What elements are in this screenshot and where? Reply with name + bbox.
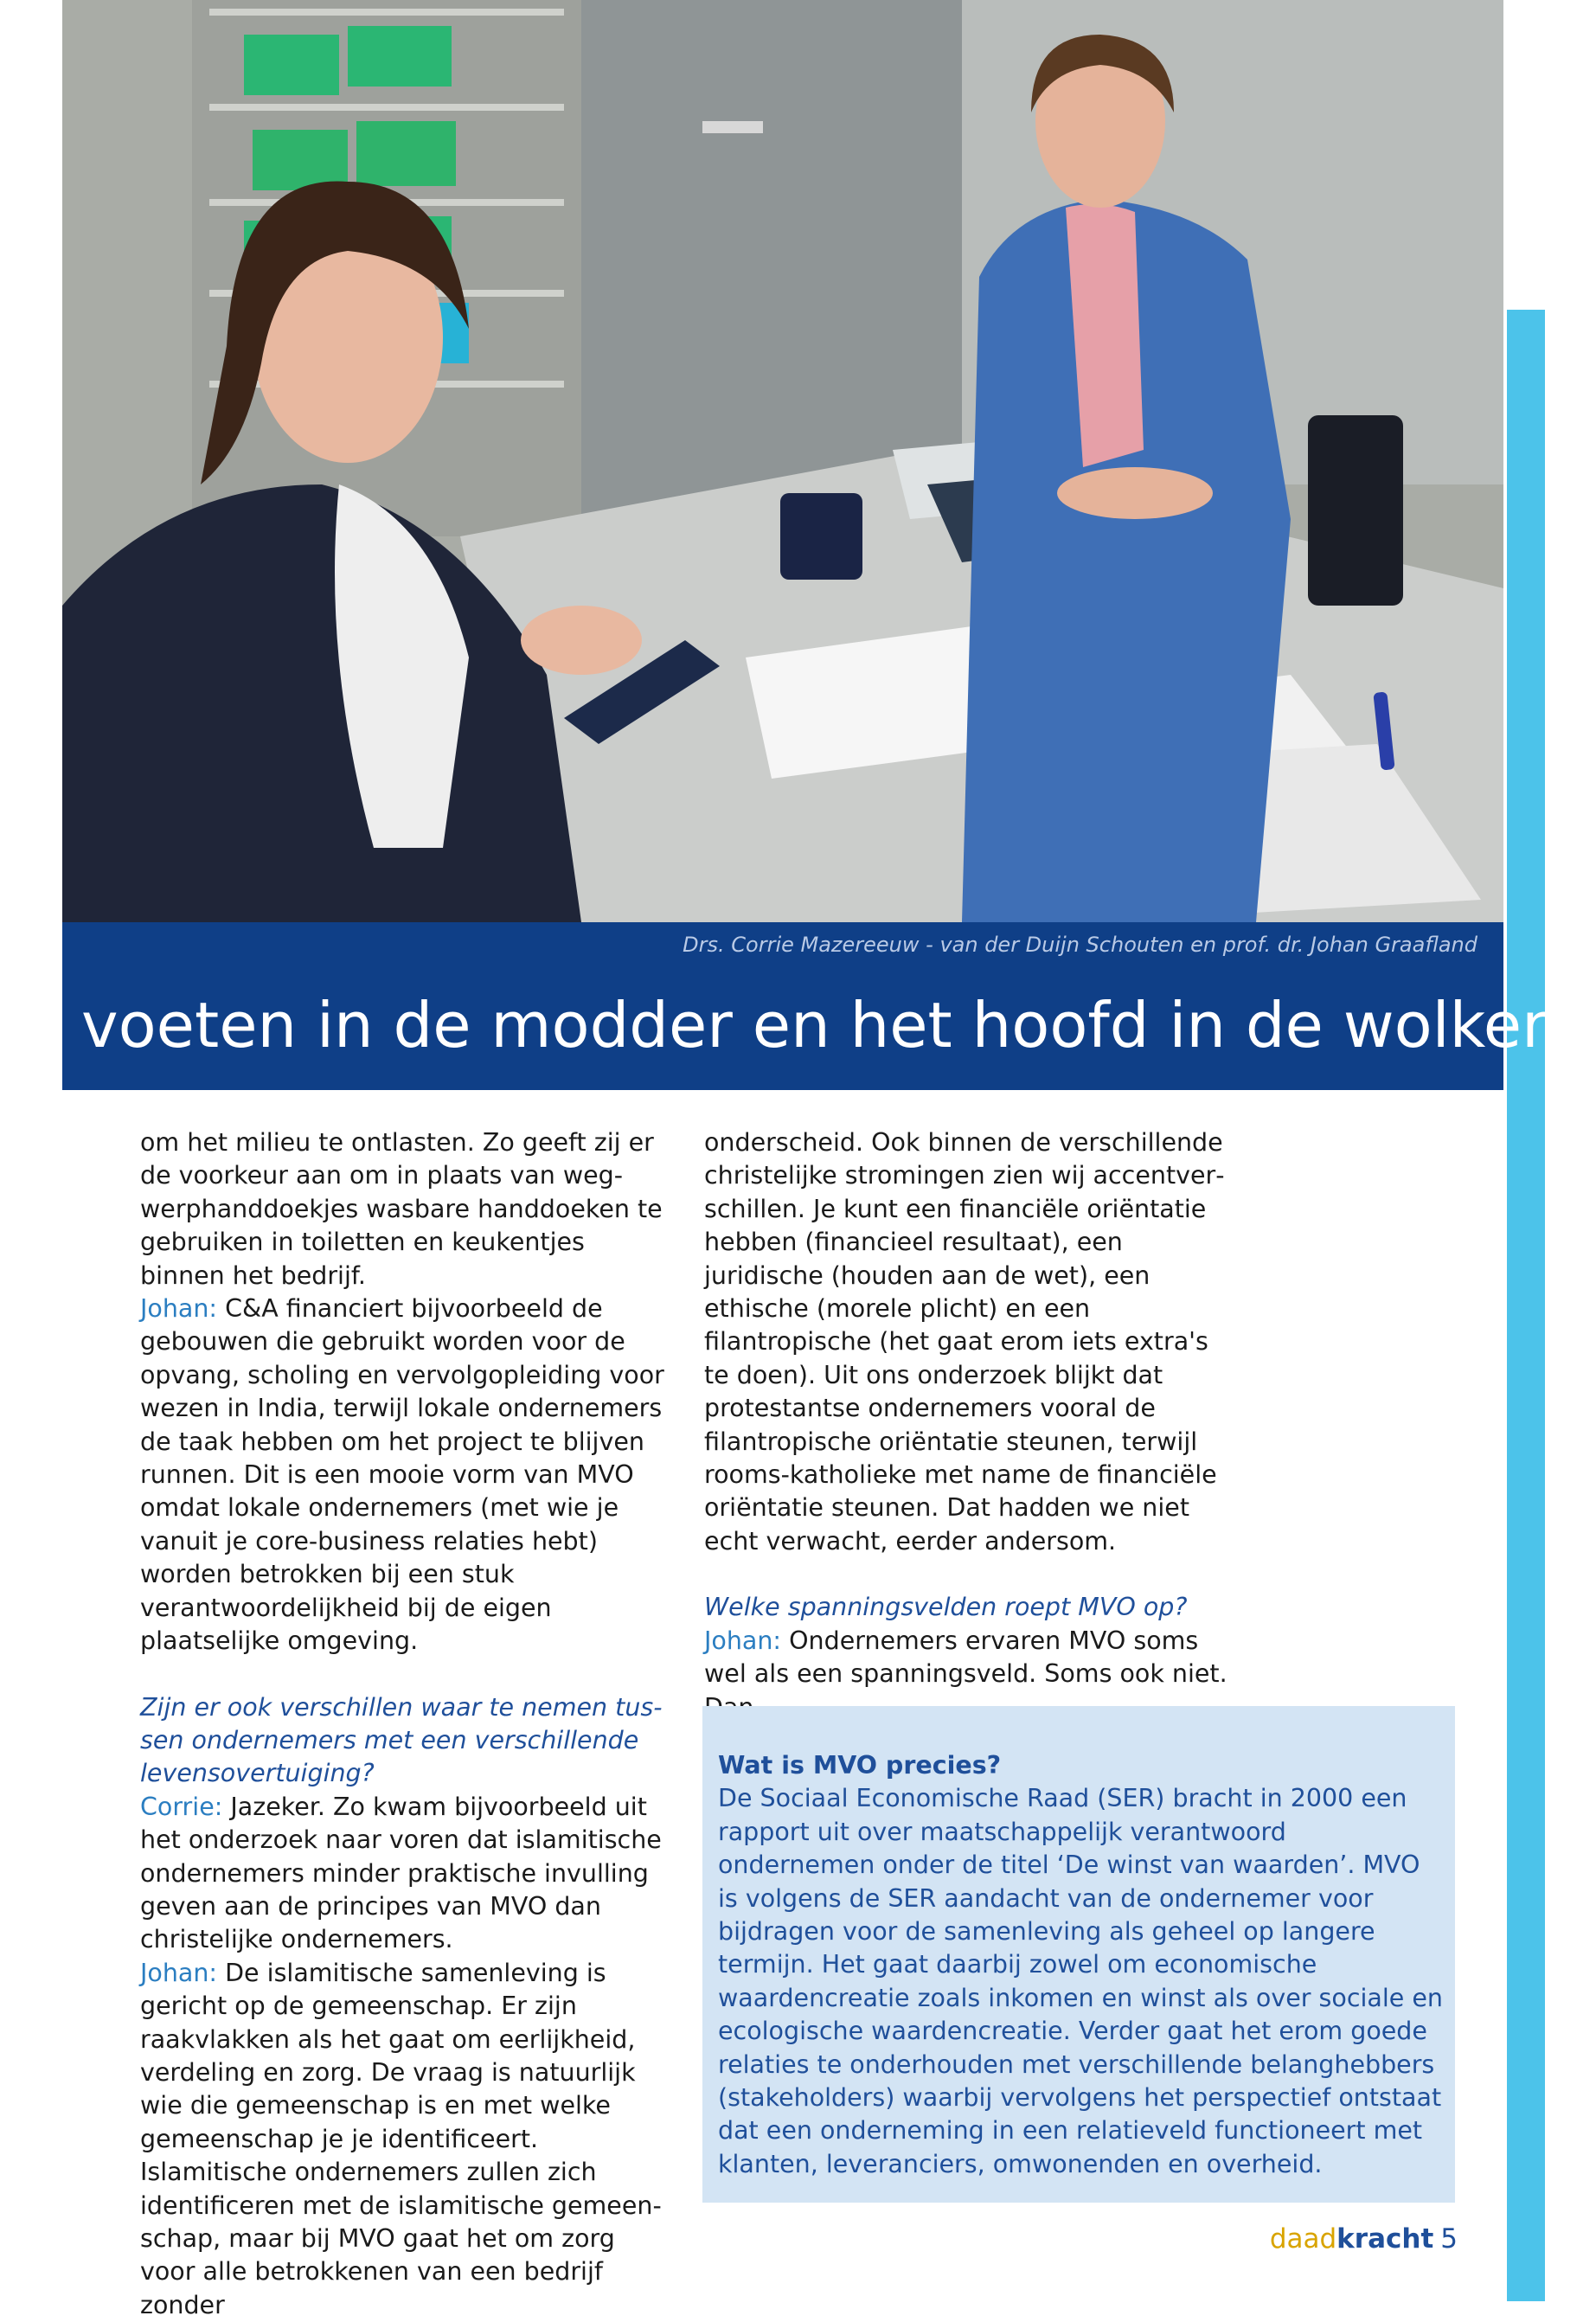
interview-photo	[62, 0, 1503, 922]
speaker-label: Johan:	[704, 1626, 782, 1655]
photo-caption: Drs. Corrie Mazereeuw - van der Duijn Schouten en prof. dr. Johan Graafland	[683, 933, 1477, 957]
decorative-side-bar	[1507, 310, 1545, 2301]
article-headline: voeten in de modder en het hoofd in de wolken	[81, 989, 1561, 1062]
interview-question: Welke spanningsvelden roept MVO op?	[704, 1593, 1188, 1622]
title-banner	[62, 922, 1561, 1090]
speaker-label: Corrie:	[140, 1792, 223, 1821]
paragraph: om het milieu te ontlasten. Zo geeft zij er de voorkeur aan om in plaats van wegwerphanddoekjes wasbare handdoeken te gebruiken in toiletten en keukentjes binnen het bedrijf.	[140, 1128, 663, 1290]
speaker-label: Johan:	[140, 1958, 218, 1987]
paragraph: Johan: C&A financiert bijvoorbeeld de gebouwen die gebruikt worden voor de opvang, scholing en vervolgopleiding voor wezen in India, terwijl lokale ondernemers de taak hebben om het project te blijven runnen. Dit is een mooie vorm van MVO omdat lokale ondernemers (met wie je vanuit je core-business relaties hebt) worden betrokken bij een stuk verantwoordelijkheid bij de eigen plaatselijke omgeving.	[140, 1294, 664, 1656]
speaker-label: Johan:	[140, 1294, 218, 1324]
paragraph: onderscheid. Ook binnen de verschillende christelijke stromingen zien wij accentverschillen. Je kunt een financiële oriëntatie hebben (financieel resultaat), een juridische (houden aan de wet), een ethische (morele plicht) en een filantropische (het gaat erom iets extra's te doen). Uit ons onderzoek blijkt dat protestantse ondernemers vooral de filantropische oriëntatie steunen, terwijl rooms-katholieke met name de financiële oriëntatie steunen. Dat hadden we niet echt verwacht, eerder andersom.	[704, 1128, 1225, 1555]
page-number: 5	[1440, 2223, 1458, 2255]
article-column-left	[140, 1126, 676, 2322]
brand-name-part2: kracht	[1336, 2223, 1434, 2255]
paragraph: Johan: Ondernemers ervaren MVO soms wel als een spanningsveld. Soms ook niet.	[704, 1626, 1227, 1689]
mvo-info-box	[702, 1706, 1455, 2203]
interview-question: Zijn er ook verschillen waar te nemen tussen ondernemers met een verschillende levensovertuiging?	[140, 1692, 663, 1788]
paragraph: Johan: De islamitische samenleving is gericht op de gemeenschap. Er zijn raakvlakken als het gaat om eerlijkheid, verdeling en zorg. De vraag is natuurlijk wie die gemeenschap is en met welke gemeenschap je je identificeert. Islamitische ondernemers zullen zich identificeren met de islamitische gemeenschap, maar bij MVO gaat het om zorg voor alle betrokkenen van een bedrijf zonder	[140, 1958, 662, 2319]
info-box-title: Wat is MVO precies?	[718, 1751, 1002, 1780]
info-box-body: De Sociaal Economische Raad (SER) bracht in 2000 een rapport uit over maatschappelijk verantwoord ondernemen onder de titel ‘De winst van waarden’. MVO is volgens de SER aandacht van de ondernemer voor bijdragen voor de samenleving als geheel op langere termijn. Het gaat daarbij zowel om economische waardencreatie zoals inkomen en winst als over sociale en ecologische waardencreatie. Verder gaat het erom goede relaties te onderhouden met verschillende belanghebbers (stakeholders) waarbij vervolgens het perspectief ontstaat dat een onderneming in een relatieveld functioneert met klanten, leveranciers, omwonenden en overheid.	[718, 1784, 1443, 2178]
brand-name-part1: daad	[1269, 2223, 1337, 2255]
paragraph: Corrie: Jazeker. Zo kwam bijvoorbeeld uit het onderzoek naar voren dat islamitische ondernemers minder praktische invulling geven aan de principes van MVO dan christelijke ondernemers.	[140, 1792, 662, 1954]
article-column-right	[704, 1126, 1240, 1724]
page-footer	[1270, 2223, 1458, 2255]
